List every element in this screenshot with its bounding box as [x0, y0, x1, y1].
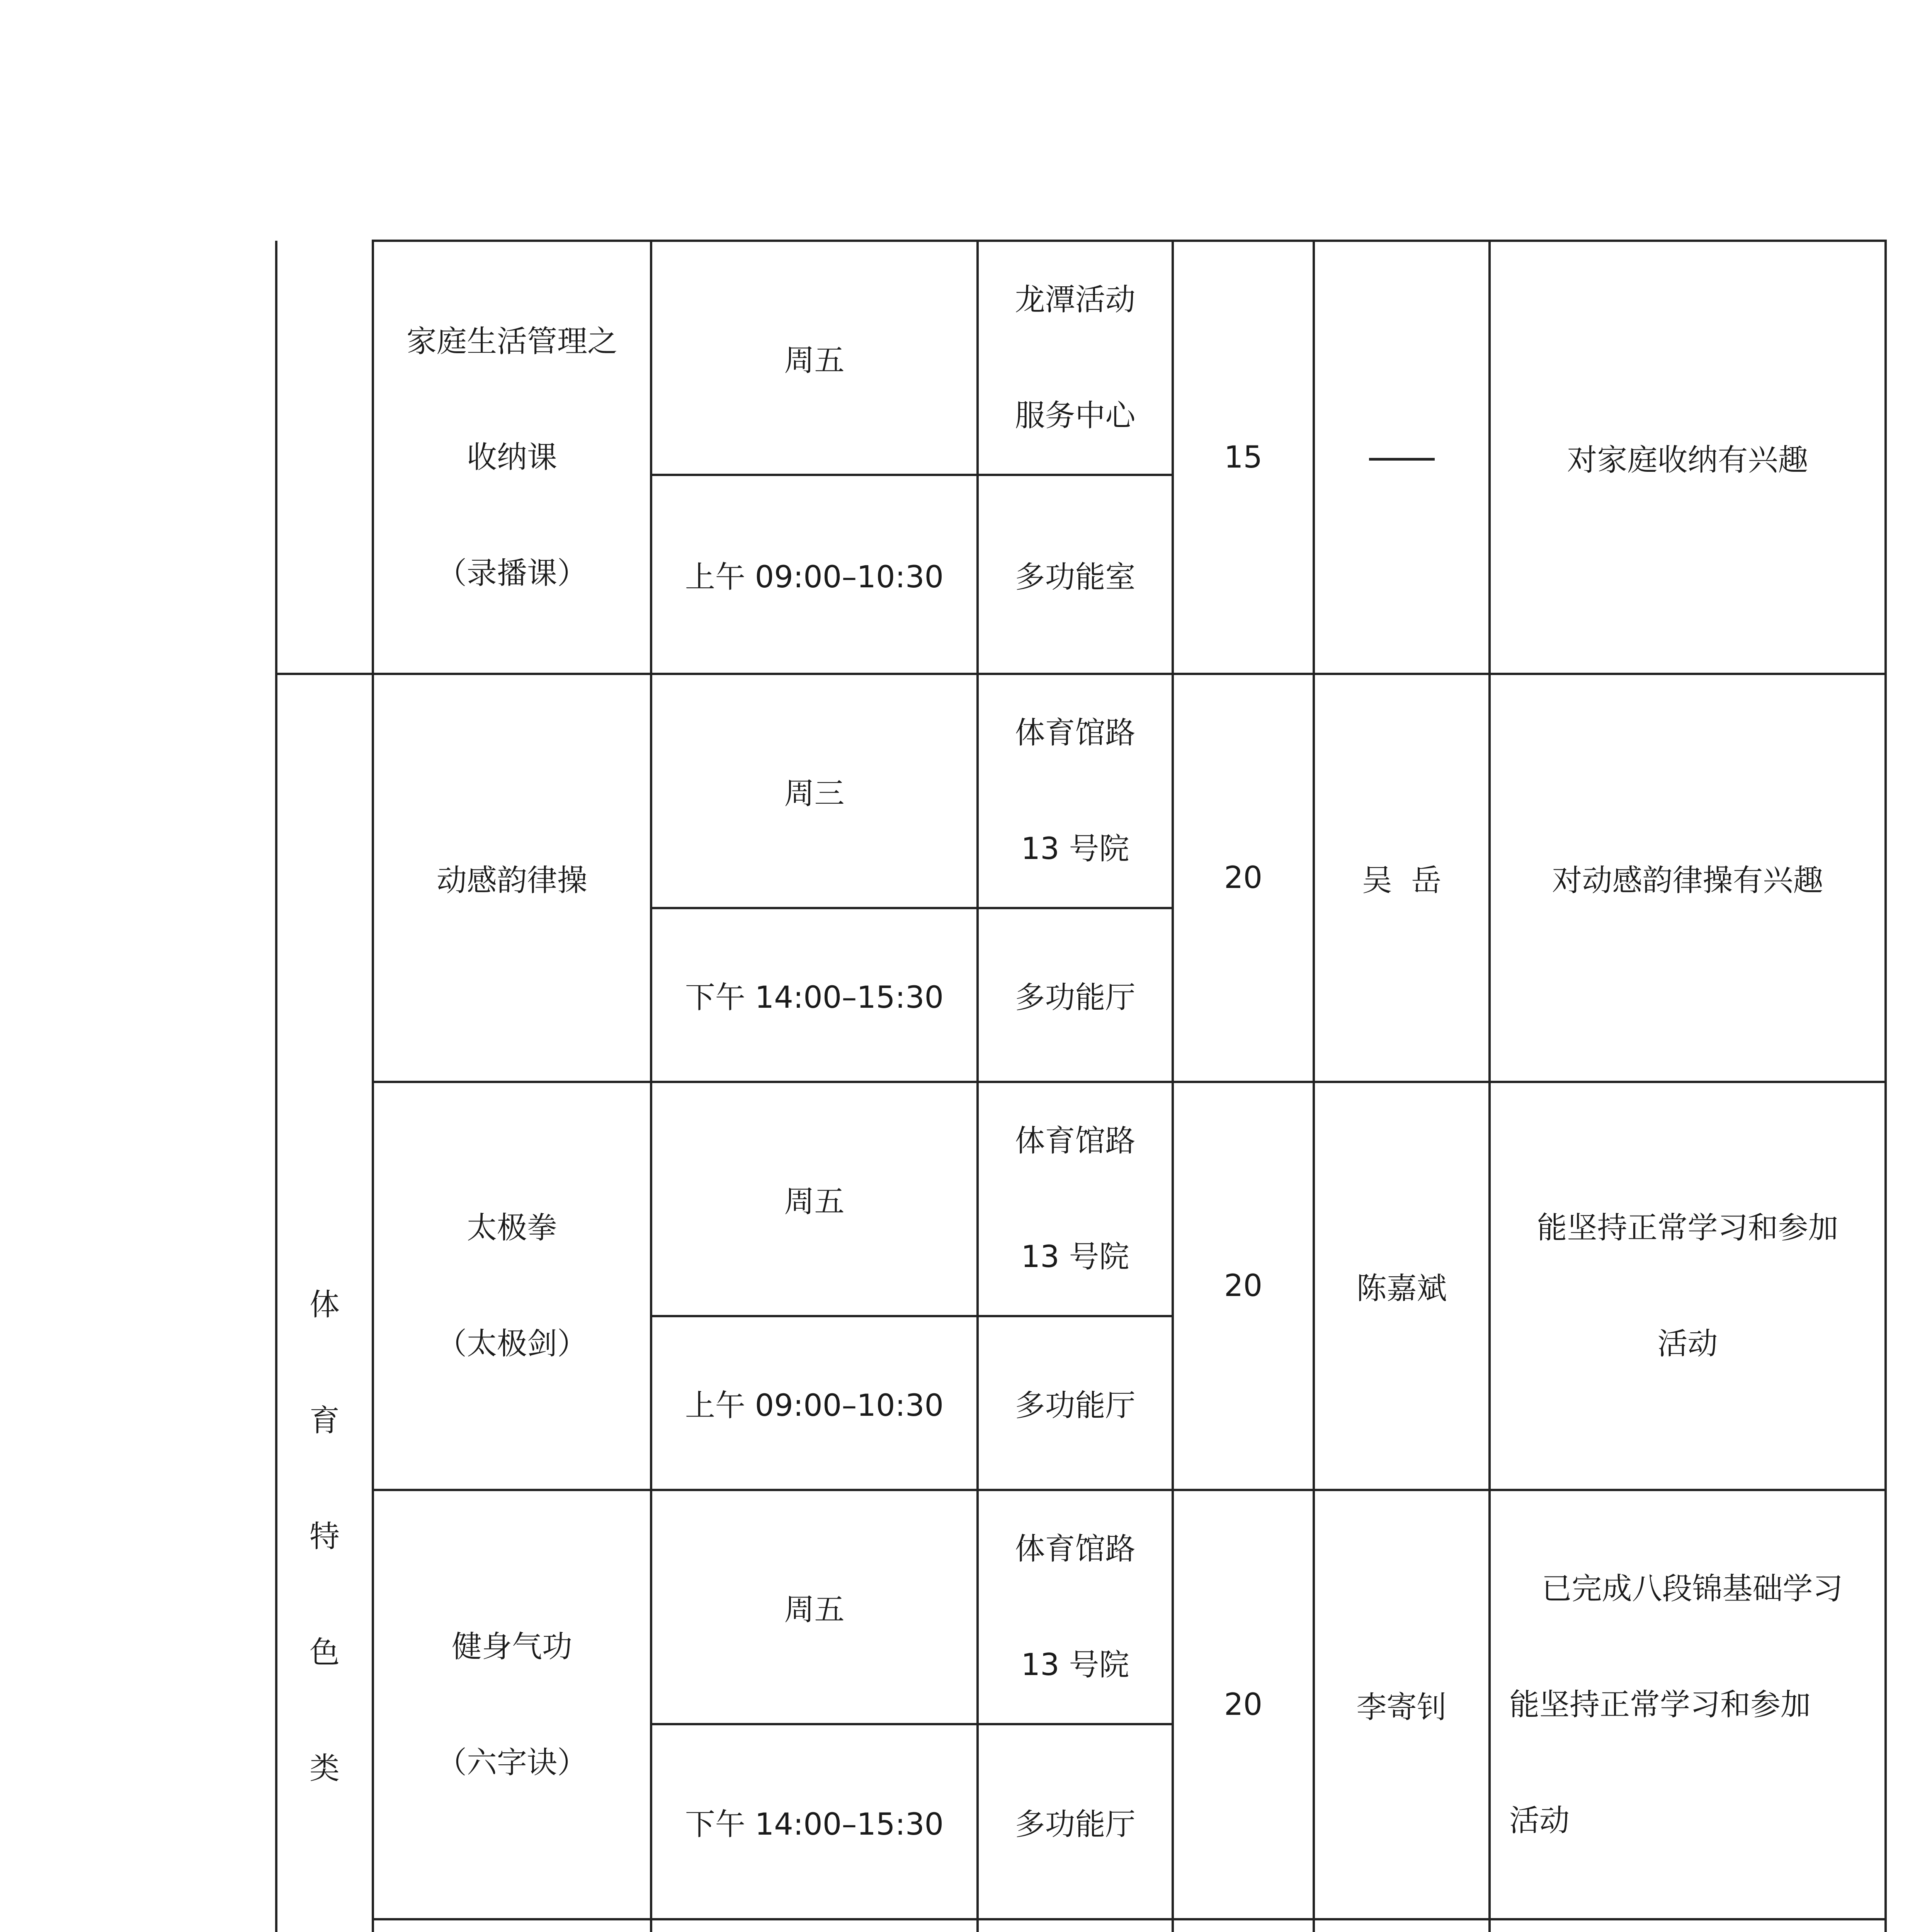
course-name-line: 动感韵律操: [436, 863, 587, 898]
requirement-cell: [1490, 1919, 1886, 1932]
quota-cell: 20: [1173, 1082, 1314, 1490]
requirement-line: 能坚持正常学习和参加: [1509, 1687, 1811, 1722]
day-cell: 周五: [651, 1490, 978, 1724]
quota-cell: 20: [1173, 674, 1314, 1082]
place-line: 13 号院: [1021, 832, 1129, 866]
course-name-line: （录播课）: [436, 556, 587, 591]
requirement-line: 活动: [1657, 1327, 1718, 1361]
place-line: [988, 1920, 1162, 1932]
place-line: 体育馆路: [1015, 716, 1136, 750]
place-cell: [978, 1919, 1173, 1932]
course-name-line: （六字诀）: [436, 1745, 587, 1780]
course-name-line: 家庭生活管理之: [406, 324, 617, 359]
category-char: 体: [309, 1287, 340, 1322]
course-name-cell: [373, 1082, 651, 1490]
place-cell: [978, 1082, 1173, 1316]
requirement-line: 活动: [1509, 1803, 1570, 1838]
day-cell: 周五: [651, 1082, 978, 1316]
category-char: 育: [309, 1403, 340, 1438]
course-name-line: （太极剑）: [436, 1327, 587, 1361]
teacher-cell: 吴 岳: [1314, 674, 1490, 1082]
requirement-line: 对动感韵律操有兴趣: [1552, 863, 1823, 898]
place-cell: [978, 241, 1173, 475]
course-name-line: 太极拳: [466, 1211, 557, 1245]
quota-cell: 15: [1173, 241, 1314, 674]
place-line: 13 号院: [1021, 1240, 1129, 1274]
place-cell: [978, 674, 1173, 908]
time-cell: 下午 14:00–15:30: [651, 908, 978, 1082]
teacher-cell: [1314, 1919, 1490, 1932]
quota-cell: 20: [1173, 1490, 1314, 1919]
room-cell: 多功能厅: [978, 1724, 1173, 1919]
category-cell-continued: [276, 241, 373, 674]
room-cell: 多功能厅: [978, 908, 1173, 1082]
course-name-cell: [373, 1490, 651, 1919]
course-schedule-table: [275, 240, 1887, 1932]
teacher-cell: [1314, 241, 1490, 674]
course-name-line: 健身气功: [451, 1629, 572, 1664]
dash-mark: [1369, 458, 1435, 461]
course-name-cell: [373, 1919, 651, 1932]
quota-cell: [1173, 1919, 1314, 1932]
requirement-cell: [1490, 1490, 1886, 1919]
place-line: 体育馆路: [1015, 1124, 1136, 1158]
room-cell: 多功能厅: [978, 1316, 1173, 1490]
time-cell: 上午 09:00–10:30: [651, 1316, 978, 1490]
requirement-cell: [1490, 1082, 1886, 1490]
category-char: 类: [309, 1751, 340, 1786]
room-cell: 多功能室: [978, 475, 1173, 674]
place-line: 龙潭活动: [1015, 282, 1136, 317]
place-cell: [978, 1490, 1173, 1724]
day-cell: 周三: [651, 674, 978, 908]
requirement-line: 对家庭收纳有兴趣: [1567, 442, 1808, 478]
place-line: 服务中心: [1015, 398, 1136, 433]
category-cell-sports: [276, 674, 373, 1932]
place-line: 13 号院: [1021, 1648, 1129, 1682]
requirement-cell: [1490, 241, 1886, 674]
time-cell: 下午 14:00–15:30: [651, 1724, 978, 1919]
requirement-line: 已完成八段锦基础学习: [1541, 1571, 1843, 1606]
category-char: 色: [309, 1635, 340, 1670]
course-name-cell: [373, 241, 651, 674]
requirement-cell: [1490, 674, 1886, 1082]
course-name-line: 收纳课: [466, 440, 557, 475]
time-cell: 上午 09:00–10:30: [651, 475, 978, 674]
day-cell: [651, 1919, 978, 1932]
day-cell: 周五: [651, 241, 978, 475]
teacher-cell: 陈嘉斌: [1314, 1082, 1490, 1490]
category-char: 特: [309, 1519, 340, 1554]
teacher-cell: 李寄钊: [1314, 1490, 1490, 1919]
requirement-line: 能坚持正常学习和参加: [1537, 1211, 1838, 1245]
course-name-cell: [373, 674, 651, 1082]
place-line: 体育馆路: [1015, 1532, 1136, 1566]
